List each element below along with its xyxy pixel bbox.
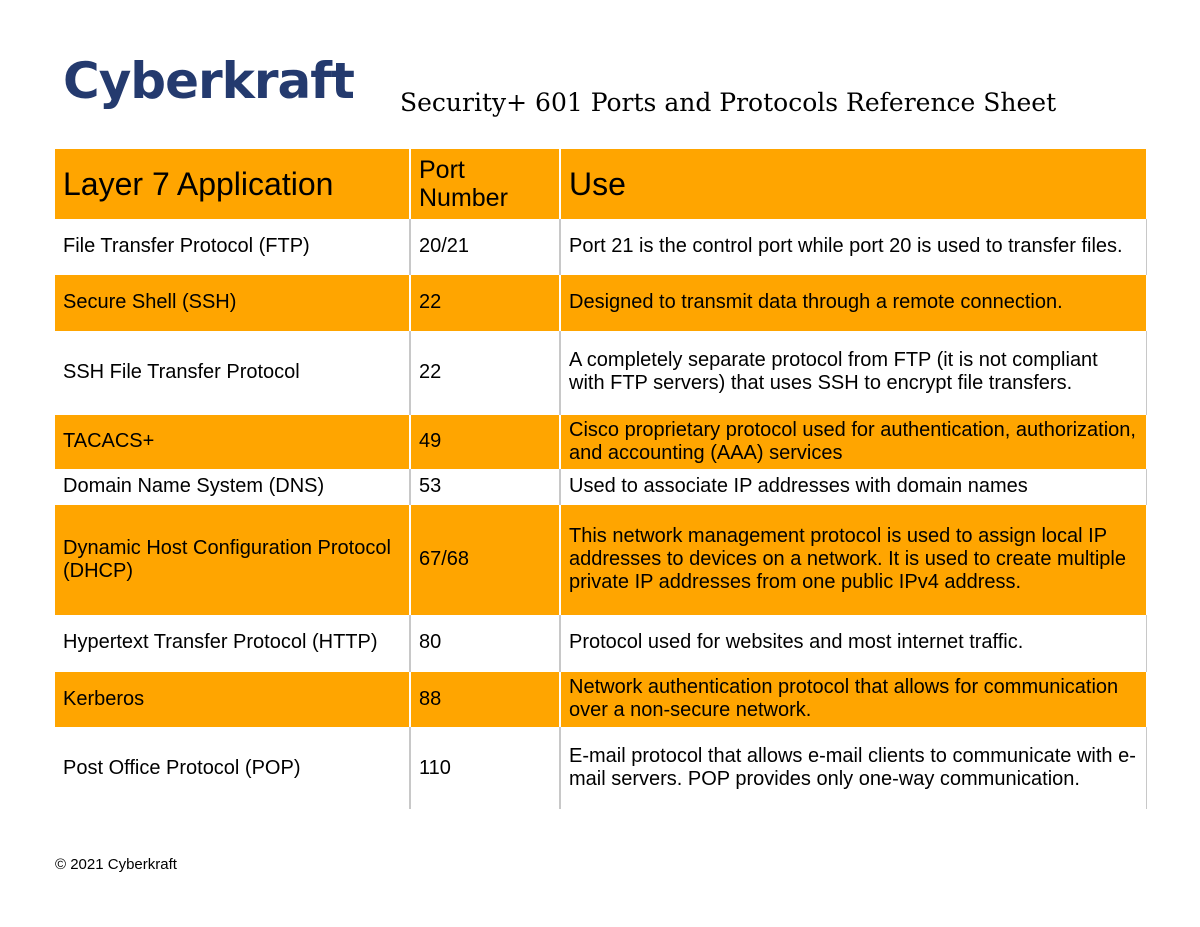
application-cell: TACACS+ (55, 414, 410, 469)
application-cell: Kerberos (55, 671, 410, 727)
table-row (55, 414, 1146, 469)
copyright-footer: © 2021 Cyberkraft (55, 856, 177, 873)
application-cell: Domain Name System (DNS) (55, 469, 410, 504)
port-cell: 22 (410, 331, 560, 414)
column-header-use: Use (569, 166, 626, 202)
ports-protocols-table (55, 149, 1147, 809)
use-cell: This network management protocol is used to assign local IP addresses to devices on a network. It is used to create multiple private IP addresses from one public IPv4 address. (569, 525, 1126, 594)
application-cell: Secure Shell (SSH) (55, 274, 410, 331)
port-cell: 110 (410, 727, 560, 809)
port-cell: 22 (410, 274, 560, 331)
use-cell: Network authentication protocol that allows for communication over a non-secure network. (569, 676, 1119, 722)
table-row (55, 671, 1146, 727)
application-cell: Hypertext Transfer Protocol (HTTP) (55, 615, 410, 671)
cyberkraft-logo: Cyberkraft (63, 52, 354, 110)
use-cell: Designed to transmit data through a remote connection. (569, 291, 1063, 314)
application-cell: Post Office Protocol (POP) (55, 727, 410, 809)
application-cell: SSH File Transfer Protocol (55, 331, 410, 414)
table-row (55, 331, 1146, 414)
port-cell: 53 (410, 469, 560, 504)
port-cell: 88 (410, 671, 560, 727)
use-cell: A completely separate protocol from FTP (it is not compliant with FTP servers) that uses SSH to encrypt file transfers. (560, 331, 1146, 414)
port-cell: 80 (410, 615, 560, 671)
table-row (55, 615, 1146, 671)
use-cell: Protocol used for websites and most internet traffic. (560, 615, 1146, 671)
page-title: Security+ 601 Ports and Protocols Reference Sheet (400, 88, 1057, 117)
use-cell: Cisco proprietary protocol used for authentication, authorization, and accounting (AAA) services (569, 418, 1136, 464)
table-row (55, 727, 1146, 809)
use-cell: Port 21 is the control port while port 20 is used to transfer files. (560, 219, 1146, 274)
table-row (55, 274, 1146, 331)
use-cell: Used to associate IP addresses with domain names (560, 469, 1146, 504)
port-cell: 49 (410, 414, 560, 469)
use-cell: E-mail protocol that allows e-mail clients to communicate with e-mail servers. POP provides only one-way communication. (560, 727, 1146, 809)
table-row (55, 504, 1146, 615)
table-row (55, 469, 1146, 504)
column-header-application: Layer 7 Application (55, 149, 410, 219)
application-cell: Dynamic Host Configuration Protocol (DHCP) (55, 504, 410, 615)
application-cell: File Transfer Protocol (FTP) (55, 219, 410, 274)
port-cell: 67/68 (410, 504, 560, 615)
port-cell: 20/21 (410, 219, 560, 274)
table-row (55, 219, 1146, 274)
table-header-row (55, 149, 1146, 219)
column-header-port: Port Number (410, 149, 560, 219)
